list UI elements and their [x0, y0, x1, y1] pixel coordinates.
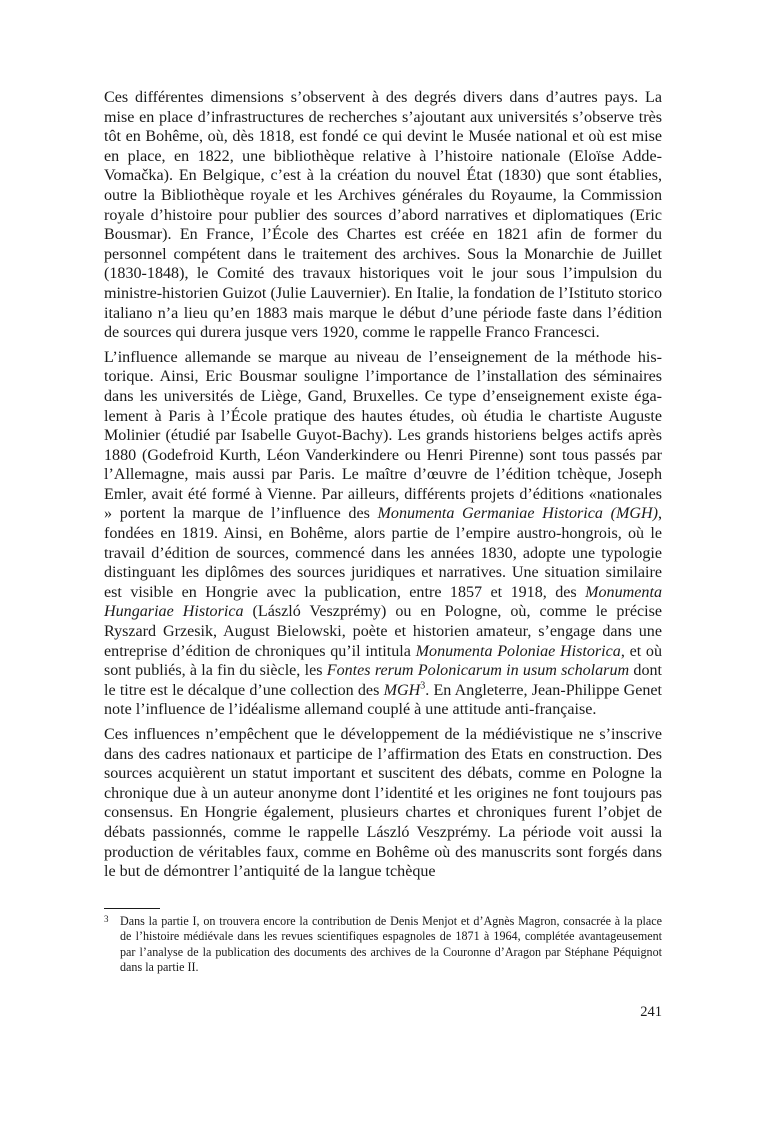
footnote-number: 3	[104, 914, 109, 924]
text-run: Ces influences n’empêchent que le développement de la médiévistique ne s’inscrive dans des cadres nationaux et participe de l’affirmation des Etats en construction. Des sources acquièrent un statut important et suscitent des débats, comme en Pologne la chronique due à un auteur anonyme dont l’identité et les origines ne font toujours pas consensus. En Hongrie également, plusieurs chartes et chroniques furent l’objet de débats passionnés, comme le rappelle László Veszprémy. La période voit aussi la production de véritables faux, comme en Bohême où des manuscrits sont forgés dans le but de démontrer l’antiquité de la langue tchèque	[104, 726, 662, 881]
text-run: L’influence allemande se marque au niveau de l’enseignement de la méthode historique. Ainsi, Eric Bousmar souligne l’importance de l’installation des séminaires dans les universités de Liège, Gand, Bruxelles. Ce type d’enseignement existe également à Paris à l’École pratique des hautes études, où étudia le chartiste Auguste Molinier (étudié par Isabelle Guyot-Bachy). Les grands historiens belges actifs après 1880 (Godefroid Kurth, Léon Vanderkindere ou Henri Pirenne) sont tous passés par l’Allemagne, mais aussi par Paris. Le maître d’œuvre de l’édition tchèque, Joseph Emler, avait été formé à Vienne. Par ailleurs, différents projets d’éditions «nationales » portent la marque de l’influence des	[104, 348, 662, 523]
footnote-separator	[104, 908, 160, 909]
text-run: dont le titre est le décalque d’une collection des	[104, 662, 663, 699]
text-run: Fontes rerum Polonicarum in usum scholarum	[326, 662, 630, 680]
footnote-reference: 3	[420, 680, 426, 692]
footnote-text: Dans la partie I, on trouvera encore la contribution de Denis Menjot et d’Agnès Magron, consacrée à la place de l’histoire médiévale dans les revues scientifiques espagnoles de 1871 à 1964, complétée avantageusement par l’analyse de la publication des documents des archives de la Couronne d’Aragon par Stéphane Péquignot dans la partie II.	[120, 914, 662, 975]
text-run: Monumenta Hungariae Historica	[104, 583, 662, 621]
paragraph-2	[104, 348, 662, 720]
text-run: (László Veszprémy) ou en Pologne, où, comme le précise Ryszard Grzesik, August Bielowski, poète et historien amateur, s’engage dans une entreprise d’édition de chroniques qu’il intitula	[104, 603, 662, 660]
text-run: MGH	[383, 681, 421, 699]
main-text	[104, 88, 662, 882]
text-run: . En Angleterre, Jean-Philippe Genet note l’influence de l’idéalisme allemand couplé à une attitude anti-française.	[104, 681, 662, 719]
paragraph-3	[104, 725, 662, 882]
paragraph-1	[104, 88, 662, 343]
text-run: Ces différentes dimensions s’observent à des degrés divers dans d’autres pays. La mise en place d’infrastructures de recherches s’ajoutant aux universités s’observe très tôt en Bohême, où, dès 1818, est fondé ce qui devint le Musée national et où est mise en place, en 1822, une bibliothèque relative à l’histoire nationale (Eloïse Adde-Vomačka). En Belgique, c’est à la création du nouvel État (1830) que sont établies, outre la Bibliothèque royale et les Archives générales du Royaume, la Commission royale d’histoire pour publier des sources d’abord narratives et diplomatiques (Eric Bousmar). En France, l’École des Chartes est créée en 1821 afin de former du personnel compétent dans le traitement des archives. Sous la Monarchie de Juillet (1830-1848), le Comité des travaux historiques voit le jour sous l’impulsion du ministre-historien Guizot (Julie Lauvernier). En Italie, la fondation de l’Istituto storico italiano n’a lieu qu’en 1883 mais marque le début d’une période faste dans l’édition de sources qui durera jusque vers 1920, comme le rappelle Franco Francesci.	[104, 89, 662, 342]
text-run: Monumenta Germaniae Historica (MGH)	[377, 505, 658, 523]
page-number: 241	[640, 1004, 662, 1020]
footnote	[104, 914, 662, 976]
text-run: , et où sont publiés, à la fin du siècle, les	[104, 642, 663, 680]
text-run: , fondées en 1819. Ainsi, en Bohême, alors partie de l’empire austro-hongrois, où le travail d’édition de sources, commencé dans les années 1830, adopte une typologie distinguant les diplômes des sources juridiques et narratives. Une situation similaire est visible en Hongrie avec la publication, entre 1857 et 1918, des	[104, 505, 662, 601]
text-run: Monumenta Poloniae Historica	[415, 642, 621, 660]
